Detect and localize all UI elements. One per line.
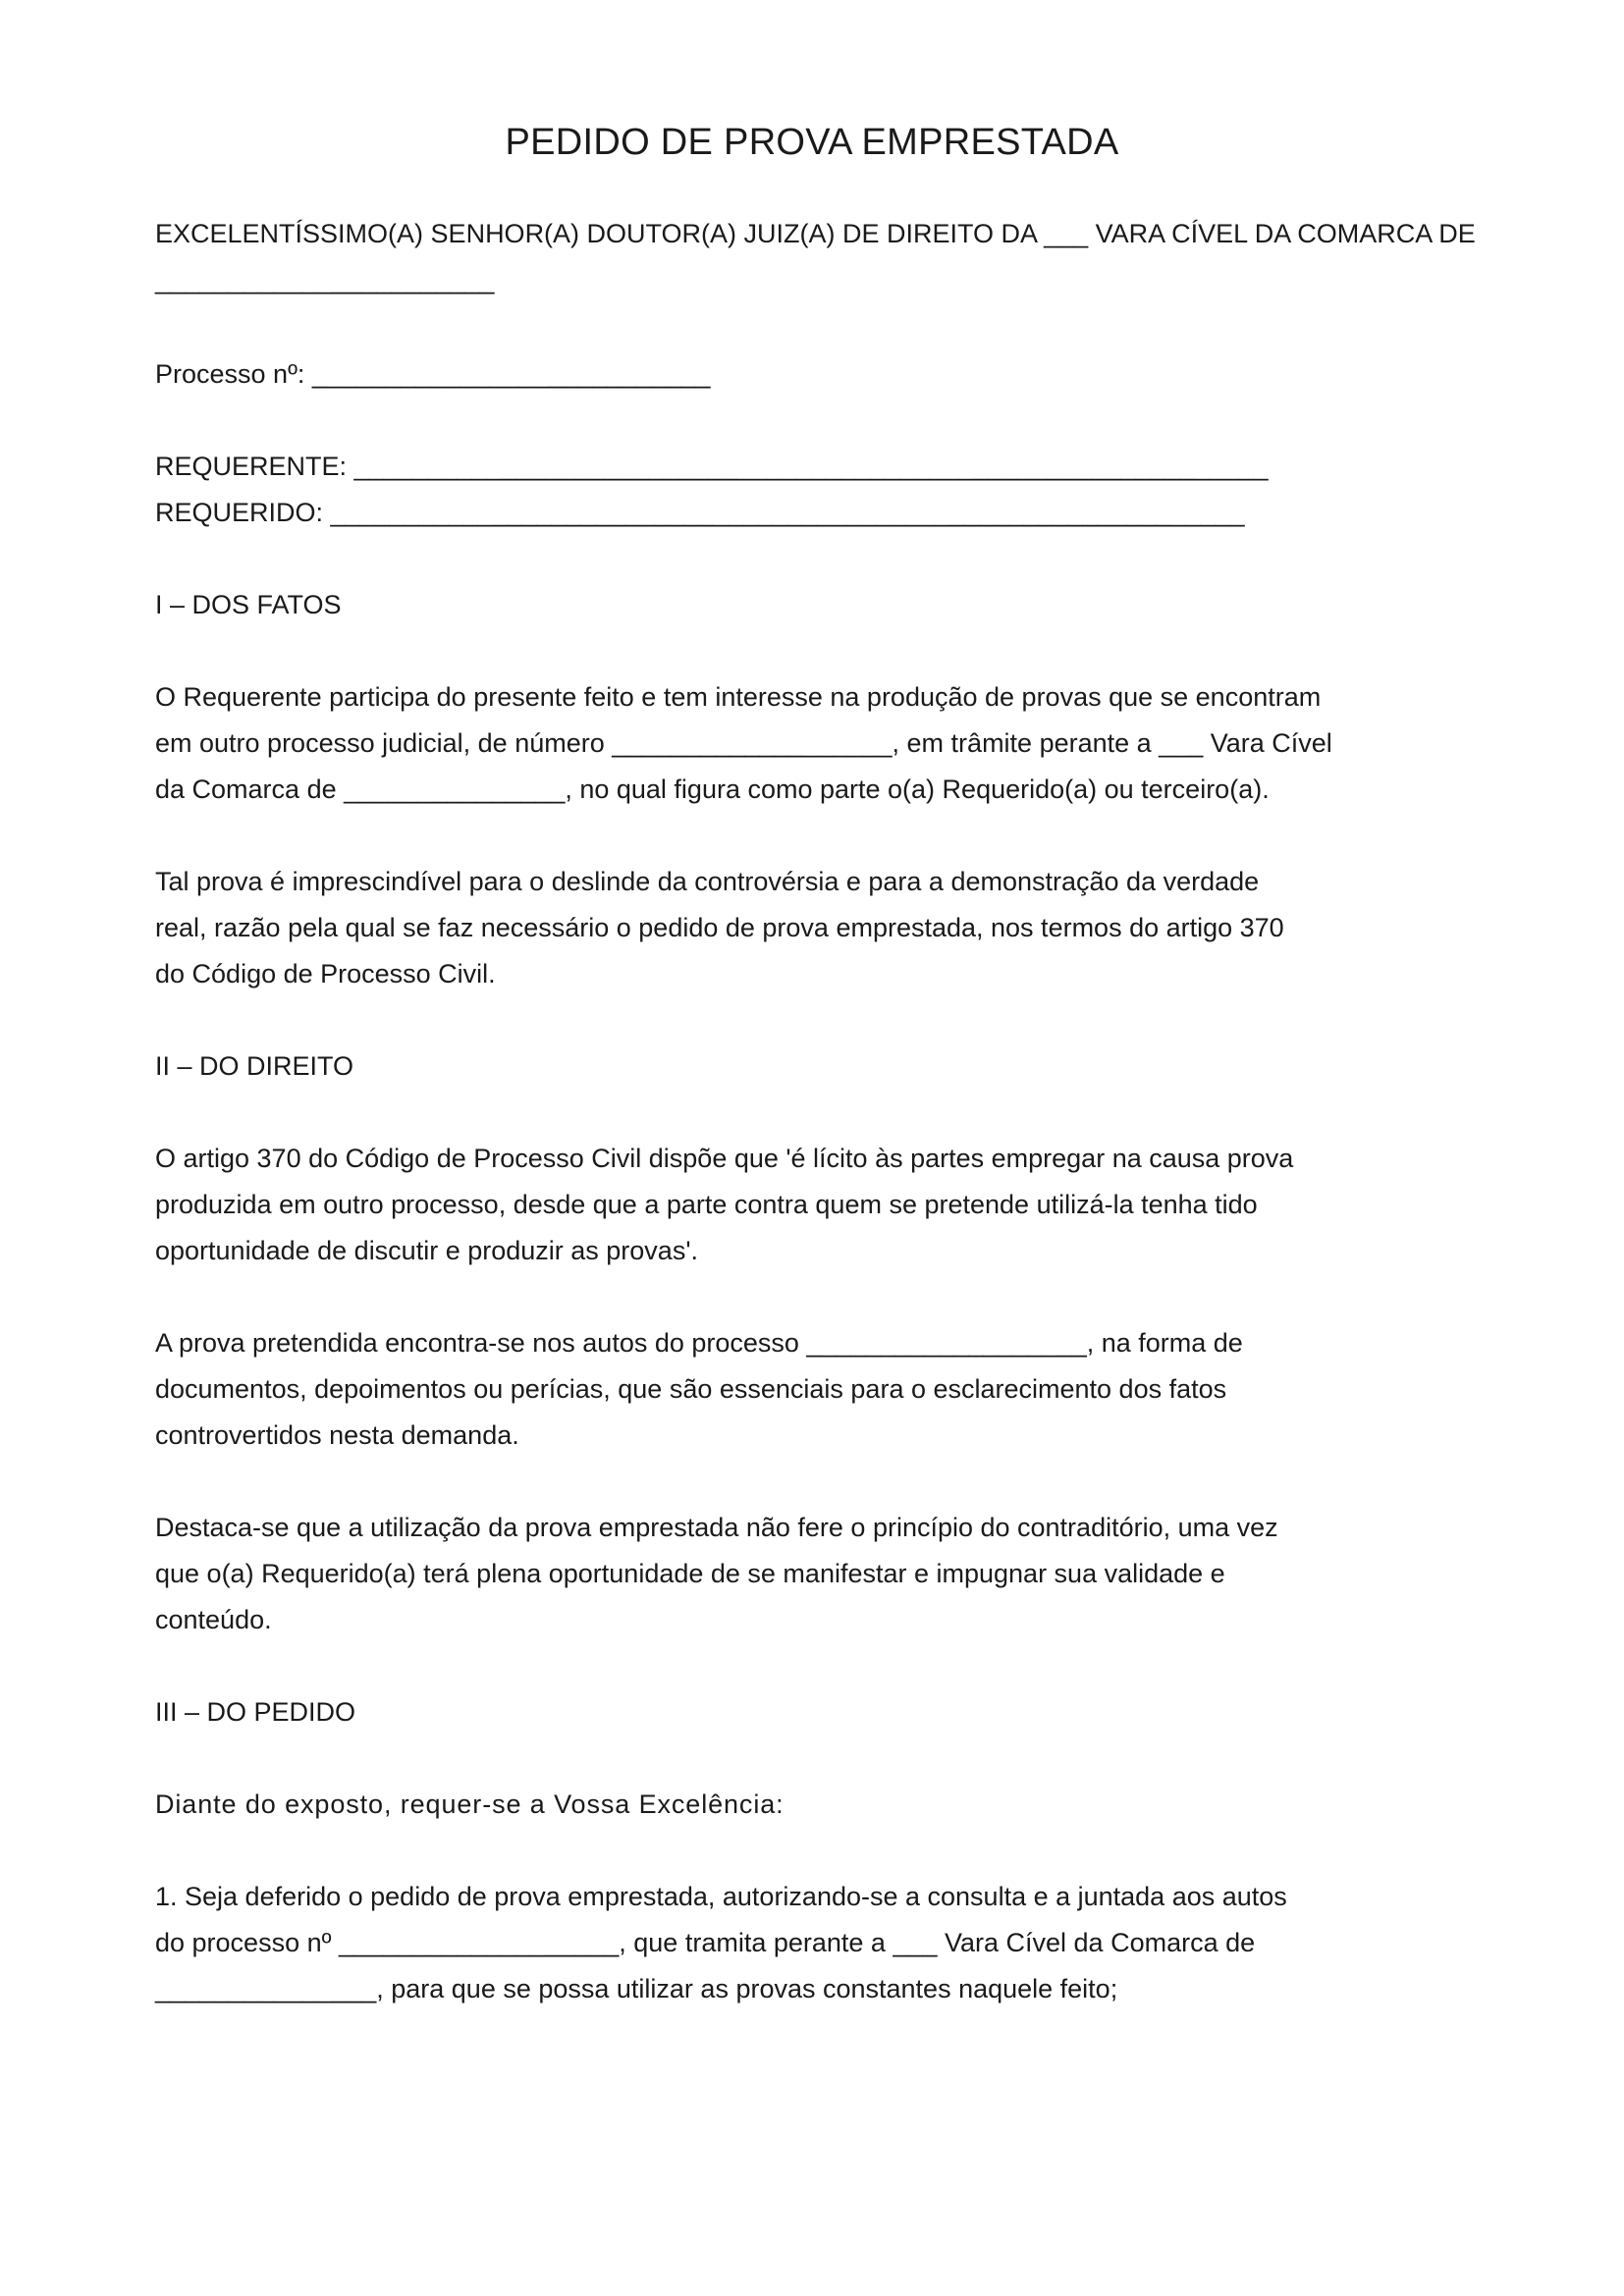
section-heading-direito: II – DO DIREITO: [155, 1051, 354, 1081]
paragraph-line: conteúdo.: [155, 1605, 272, 1634]
process-number: Processo nº: ___________________________: [155, 359, 711, 389]
paragraph-line: Destaca-se que a utilização da prova emprestada não fere o princípio do contraditório, uma vez: [155, 1513, 1278, 1542]
paragraph-line: em outro processo judicial, de número ___________________, em trâmite perante a ___ Vara Cível: [155, 728, 1332, 758]
requerido-line: REQUERIDO: ______________________________________________________________: [155, 498, 1245, 527]
paragraph-line: da Comarca de _______________, no qual figura como parte o(a) Requerido(a) ou terceiro(a).: [155, 774, 1270, 804]
section-heading-pedido: III – DO PEDIDO: [155, 1697, 356, 1727]
direito-paragraph-1: [155, 1136, 1549, 1274]
paragraph-line: oportunidade de discutir e produzir as provas'.: [155, 1236, 698, 1265]
paragraph-line: que o(a) Requerido(a) terá plena oportunidade de se manifestar e impugnar sua validade e: [155, 1559, 1225, 1588]
paragraph-line: documentos, depoimentos ou perícias, que são essenciais para o esclarecimento dos fatos: [155, 1374, 1227, 1404]
fatos-paragraph-2: [155, 859, 1549, 997]
addressee-block: [155, 211, 1549, 303]
paragraph-line: 1. Seja deferido o pedido de prova emprestada, autorizando-se a consulta e a juntada aos autos: [155, 1882, 1287, 1911]
document-title: PEDIDO DE PROVA EMPRESTADA: [505, 122, 1119, 163]
paragraph-line: Tal prova é imprescindível para o deslinde da controvérsia e para a demonstração da verdade: [155, 867, 1260, 896]
pedido-intro: Diante do exposto, requer-se a Vossa Excelência:: [155, 1789, 785, 1819]
paragraph-line: O Requerente participa do presente feito e tem interesse na produção de provas que se encontram: [155, 682, 1322, 712]
requerente-line: REQUERENTE: ______________________________________________________________: [155, 452, 1269, 481]
paragraph-line: O artigo 370 do Código de Processo Civil dispõe que 'é lícito às partes empregar na causa prova: [155, 1144, 1294, 1173]
pedido-item-1: [155, 1874, 1549, 2012]
paragraph-line: A prova pretendida encontra-se nos autos do processo ___________________, na forma de: [155, 1328, 1243, 1358]
addressee-line: EXCELENTÍSSIMO(A) SENHOR(A) DOUTOR(A) JUIZ(A) DE DIREITO DA ___ VARA CÍVEL DA COMARCA DE: [155, 219, 1476, 248]
direito-paragraph-2: [155, 1320, 1549, 1459]
paragraph-line: do Código de Processo Civil.: [155, 959, 496, 988]
paragraph-line: _______________, para que se possa utilizar as provas constantes naquele feito;: [155, 1974, 1118, 2003]
addressee-line: _______________________: [155, 265, 495, 294]
document-body: [155, 211, 1549, 2012]
paragraph-line: do processo nº ___________________, que tramita perante a ___ Vara Cível da Comarca de: [155, 1928, 1256, 1957]
fatos-paragraph-1: [155, 674, 1549, 813]
paragraph-line: real, razão pela qual se faz necessário o pedido de prova emprestada, nos termos do artigo 370: [155, 913, 1284, 942]
paragraph-line: controvertidos nesta demanda.: [155, 1420, 519, 1450]
parties-block: [155, 444, 1549, 536]
paragraph-line: produzida em outro processo, desde que a parte contra quem se pretende utilizá-la tenha tido: [155, 1190, 1258, 1219]
section-heading-fatos: I – DOS FATOS: [155, 590, 342, 619]
direito-paragraph-3: [155, 1505, 1549, 1643]
